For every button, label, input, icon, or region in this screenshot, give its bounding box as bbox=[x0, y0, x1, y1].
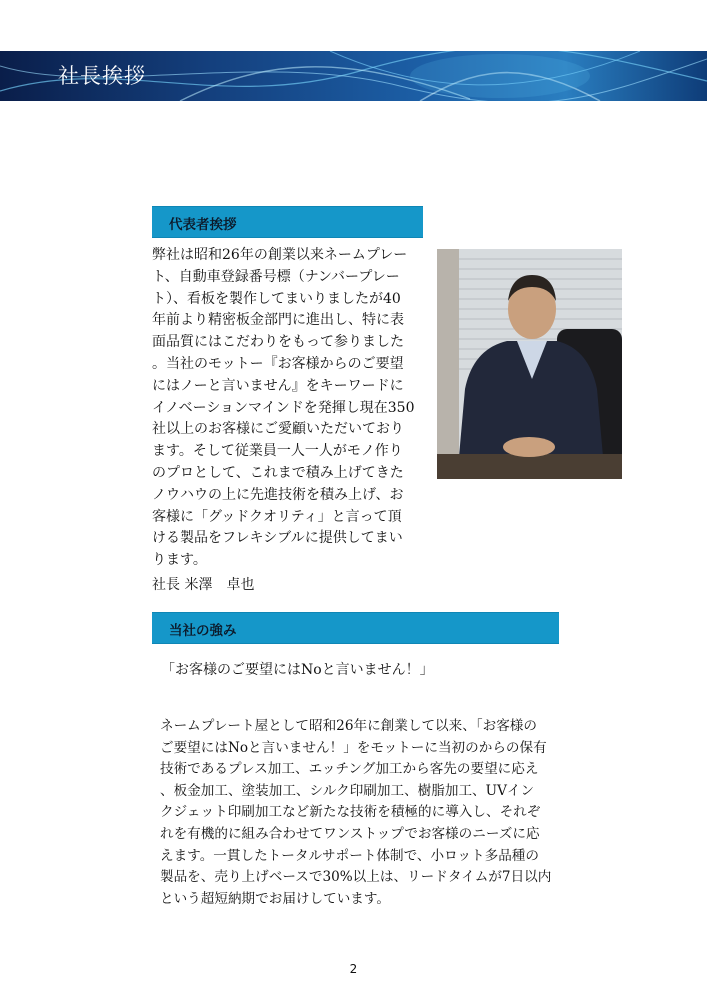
president-photo bbox=[437, 249, 622, 479]
greeting-line: ります。 bbox=[152, 552, 207, 569]
strength-line: 、板金加工、塗装加工、シルク印刷加工、樹脂加工、UVイン bbox=[160, 782, 535, 799]
greeting-section-heading: 代表者挨拶 bbox=[169, 217, 237, 233]
greeting-paragraph bbox=[152, 245, 422, 572]
greeting-line: 社以上のお客様にご愛顧いただいており bbox=[152, 421, 404, 438]
strength-section-heading: 当社の強み bbox=[169, 623, 237, 639]
greeting-line: にはノーと言いません』をキーワードに bbox=[152, 377, 404, 394]
strength-line: クジェット印刷加工など新たな技術を積極的に導入し、それぞ bbox=[160, 804, 541, 821]
greeting-line: ます。そして従業員一人一人がモノ作り bbox=[152, 443, 403, 460]
strength-line: 技術であるプレス加工、エッチング加工から客先の要望に応え bbox=[160, 761, 539, 778]
greeting-line: のプロとして、これまで積み上げてきた bbox=[152, 464, 404, 481]
greeting-line: ト）、看板を製作してまいりましたが40 bbox=[152, 290, 401, 307]
greeting-line: ト、自動車登録番号標（ナンバープレー bbox=[152, 268, 400, 285]
greeting-section-heading-bar bbox=[152, 206, 423, 238]
strength-line: れを有機的に組み合わせてワンストップでお客様のニーズに応 bbox=[160, 825, 540, 842]
strength-line: えます。一貫したトータルサポート体制で、小ロット多品種の bbox=[160, 847, 539, 864]
header-banner bbox=[0, 51, 707, 101]
page-title: 社長挨拶 bbox=[58, 64, 146, 88]
greeting-line: 客様に「グッドクオリティ」と言って頂 bbox=[152, 508, 402, 525]
greeting-line: 面品質にはこだわりをもって参りました bbox=[152, 334, 404, 351]
company-motto: 「お客様のご要望にはNoと言いません！」 bbox=[161, 662, 434, 678]
strength-line: 製品を、売り上げベースで30%以上は、リードタイムが7日以内 bbox=[160, 869, 552, 886]
strength-paragraph bbox=[160, 716, 560, 910]
strength-line: ご要望にはNoと言いません！」をモットーに当初のからの保有 bbox=[160, 739, 547, 756]
greeting-line: 。当社のモットー『お客様からのご要望 bbox=[152, 355, 404, 372]
president-signature: 社長 米澤 卓也 bbox=[152, 577, 255, 593]
greeting-line: イノベーションマインドを発揮し現在350 bbox=[152, 399, 415, 416]
greeting-line: 弊社は昭和26年の創業以来ネームプレー bbox=[152, 247, 408, 263]
strength-line: という超短納期でお届けしています。 bbox=[160, 890, 391, 907]
strength-line: ネームプレート屋として昭和26年に創業して以来、「お客様の bbox=[160, 718, 537, 734]
greeting-line: ノウハウの上に先進技術を積み上げ、お bbox=[152, 486, 404, 503]
page-number: 2 bbox=[349, 962, 358, 976]
strength-section-heading-bar bbox=[152, 612, 559, 644]
greeting-line: ける製品をフレキシブルに提供してまい bbox=[152, 530, 403, 547]
greeting-line: 年前より精密板金部門に進出し、特に表 bbox=[152, 312, 404, 329]
